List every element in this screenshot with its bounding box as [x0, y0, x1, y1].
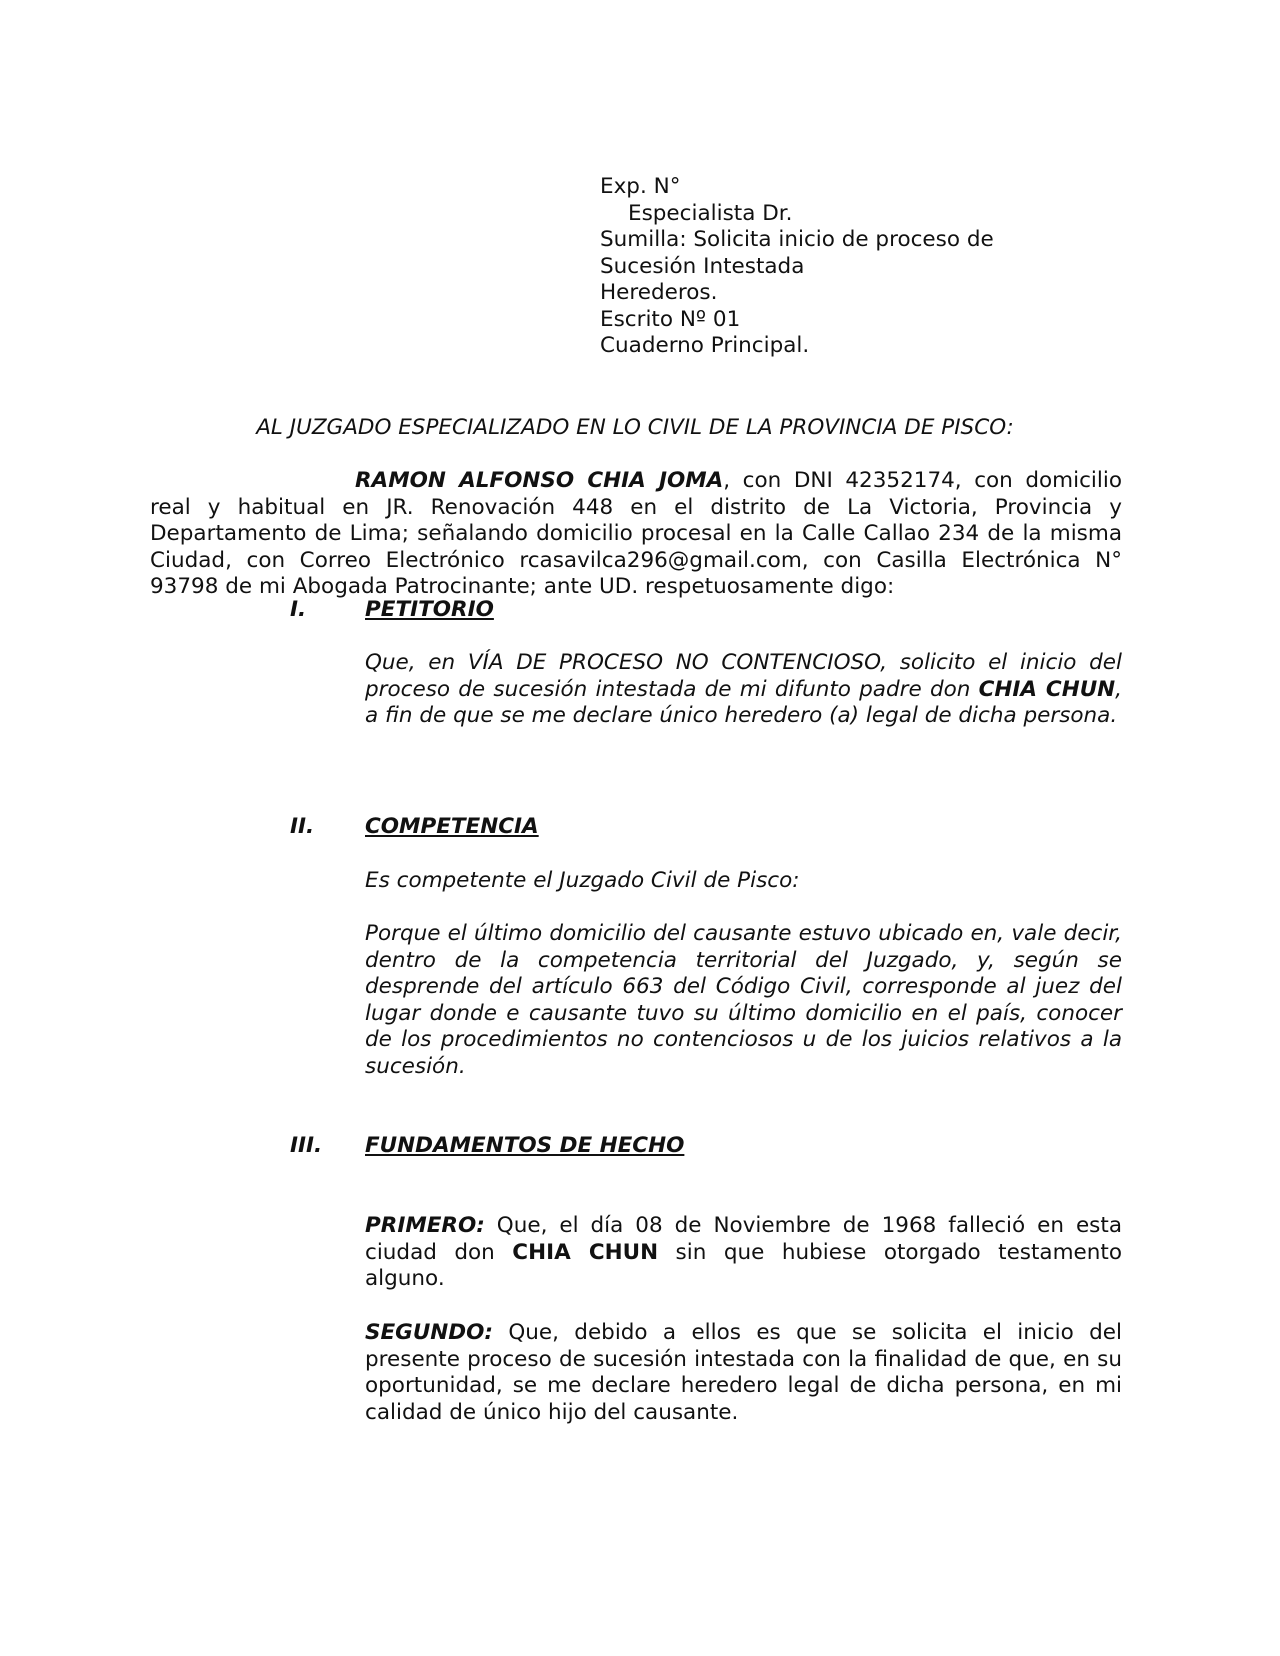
competencia-paragraph-2: Porque el último domicilio del causante estuvo ubicado en, vale decir, dentro de la competencia territorial del Juzgado, y, según se desprende del artículo 663 del Código Civil, corresponde al juez del lugar donde e causante tuvo su último domicilio en el país, conocer de los procedimientos no contenciosos u de los juicios relativos a la sucesión. — [365, 921, 1122, 1079]
especialista-line: Especialista Dr. — [628, 200, 793, 226]
intro-text: , con DNI 42352174, con domicilio real y habitual en JR. Renovación 448 en el distrito de La Victoria, Provincia y Departamento de Lima; señalando domicilio procesal en la Calle Callao 234 de la misma Ciudad, con Correo Electrónico rcasavilca296@gmail.com, con Casilla Electrónica N° 93798 de mi Abogada Patrocinante; ante UD. respetuosamente digo: — [150, 468, 1122, 599]
section-title: PETITORIO — [365, 597, 494, 622]
petitorio-text-b: , a fin de que se me declare único heredero (a) legal de dicha persona. — [365, 676, 1122, 728]
petitorio-text-a: Que, en VÍA DE PROCESO NO CONTENCIOSO, solicito el inicio del proceso de sucesión intestada de mi difunto padre don — [365, 650, 1122, 702]
section-title: COMPETENCIA — [365, 814, 539, 839]
segundo-label: SEGUNDO: — [365, 1320, 493, 1345]
intro-paragraph — [150, 468, 1122, 601]
section-title: FUNDAMENTOS DE HECHO — [365, 1133, 685, 1158]
court-addressee: AL JUZGADO ESPECIALIZADO EN LO CIVIL DE LA PROVINCIA DE PISCO: — [256, 415, 1014, 440]
section-number: II. — [290, 814, 315, 839]
section-heading-competencia — [290, 814, 539, 841]
sumilla-line-2: Sucesión Intestada — [600, 253, 805, 279]
section-heading-fundamentos — [290, 1133, 684, 1160]
petitorio-paragraph — [365, 650, 1122, 730]
primero-paragraph — [365, 1213, 1122, 1293]
case-header — [600, 174, 1060, 360]
expediente-number: Exp. N° — [600, 174, 681, 199]
section-number: I. — [290, 597, 307, 622]
petitioner-name: RAMON ALFONSO CHIA JOMA — [355, 468, 724, 493]
segundo-text: Que, debido a ellos es que se solicita el inicio del presente proceso de sucesión intestada con la finalidad de que, en su oportunidad, se me declare heredero legal de dicha persona, en mi calidad de único hijo del causante. — [365, 1320, 1122, 1425]
section-heading-petitorio — [290, 597, 494, 624]
primero-text-b: sin que hubiese otorgado testamento alguno. — [365, 1239, 1122, 1291]
escrito-number: Escrito Nº 01 — [600, 306, 741, 332]
primero-text-a: Que, el día 08 de Noviembre de 1968 falleció en esta ciudad don — [365, 1213, 1122, 1265]
herederos-line: Herederos. — [600, 280, 718, 305]
deceased-name: CHIA CHUN — [978, 676, 1116, 702]
deceased-name: CHIA CHUN — [512, 1239, 659, 1265]
sumilla-line-1: Sumilla: Solicita inicio de proceso de — [600, 227, 994, 252]
section-number: III. — [290, 1133, 323, 1158]
competencia-paragraph-1: Es competente el Juzgado Civil de Pisco: — [365, 868, 800, 893]
segundo-paragraph — [365, 1320, 1122, 1426]
primero-label: PRIMERO: — [365, 1213, 485, 1238]
cuaderno-line: Cuaderno Principal. — [600, 333, 810, 358]
